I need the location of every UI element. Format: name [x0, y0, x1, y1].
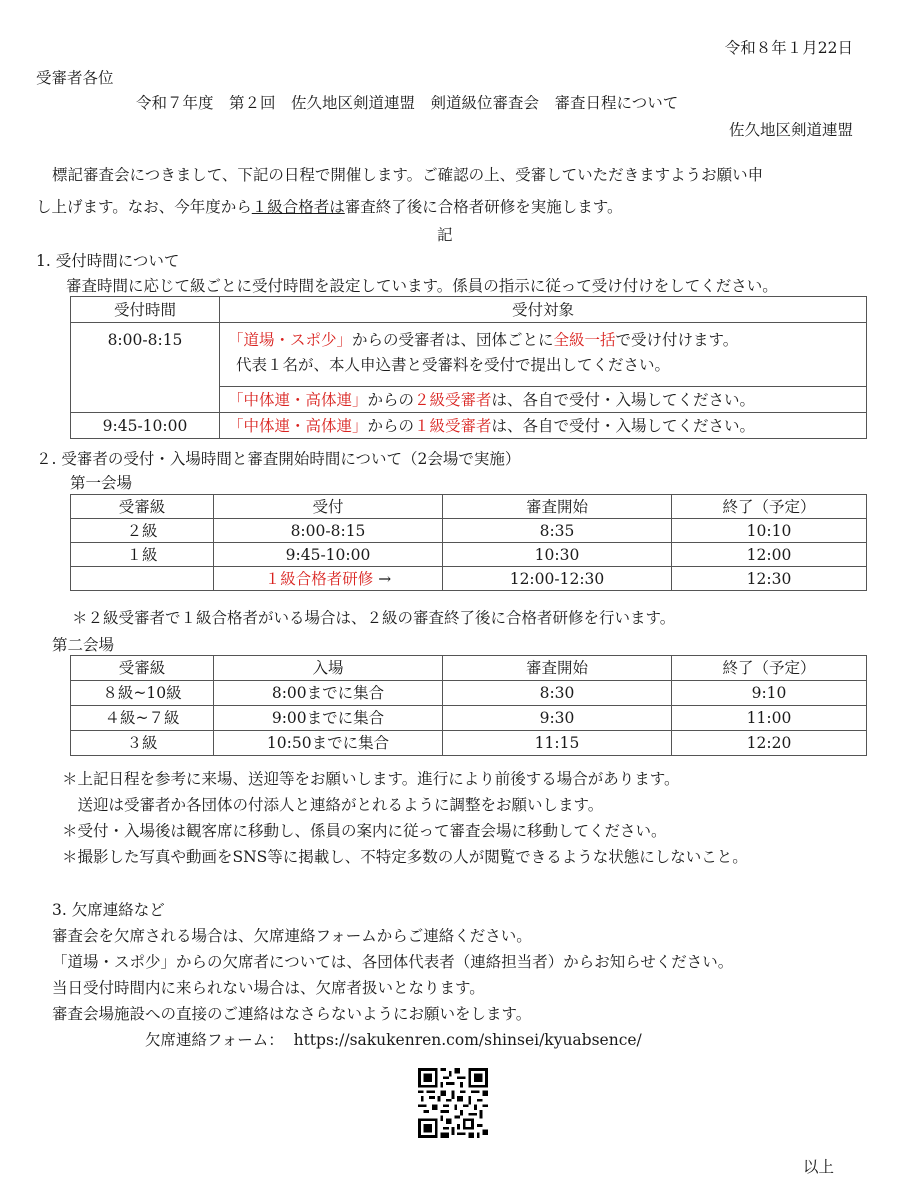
reception-cell	[214, 567, 443, 591]
start-cell: 12:00-12:30	[443, 567, 672, 591]
section1-heading: 1. 受付時間について	[36, 252, 180, 270]
entry-cell: 10:50までに集合	[214, 731, 443, 756]
entry-cell: 8:00までに集合	[214, 681, 443, 706]
body-text: で受け付けます。	[615, 331, 739, 349]
highlight-text: ２級受審者	[414, 390, 492, 409]
body-text: からの	[367, 390, 415, 409]
absence-line: 審査会を欠席される場合は、欠席連絡フォームからご連絡ください。	[52, 927, 532, 945]
end-cell: 12:30	[672, 567, 867, 591]
highlight-text: 「道場・スポ少」	[228, 331, 353, 349]
venue1-table	[70, 494, 867, 591]
start-cell: 8:30	[443, 681, 672, 706]
reception-time: 8:00-8:15	[71, 323, 220, 413]
venue2-table	[70, 655, 867, 756]
column-header: 受審級	[71, 495, 214, 519]
absence-form-label: 欠席連絡フォーム：	[145, 1031, 284, 1049]
closing-mark: 以上	[803, 1158, 835, 1176]
reception-target	[220, 387, 867, 413]
start-cell: 9:30	[443, 706, 672, 731]
section3-heading: 3. 欠席連絡など	[52, 901, 165, 919]
column-header: 受付対象	[220, 297, 867, 323]
absence-line: 当日受付時間内に来られない場合は、欠席者扱いとなります。	[52, 979, 485, 997]
intro-line-2	[36, 195, 623, 217]
addressee: 受審者各位	[36, 69, 114, 87]
intro-line-2-post: 審査終了後に合格者研修を実施します。	[344, 198, 623, 216]
table-row	[71, 413, 867, 439]
start-cell: 8:35	[443, 519, 672, 543]
end-cell: 11:00	[672, 706, 867, 731]
end-cell: 12:00	[672, 543, 867, 567]
reception-target	[220, 413, 867, 439]
table-row	[71, 567, 867, 591]
highlight-text: 「中体連・高体連」	[228, 416, 368, 435]
column-header: 審査開始	[443, 656, 672, 681]
reception-cell: 8:00-8:15	[214, 519, 443, 543]
absence-form-link[interactable]: https://sakukenren.com/shinsei/kyuabsence/	[293, 1031, 642, 1049]
column-header: 終了（予定）	[672, 656, 867, 681]
grade-cell: ８級~10級	[71, 681, 214, 706]
body-text: は、各自で受付・入場してください。	[491, 390, 756, 409]
intro-underlined-text: １級合格者は	[251, 198, 345, 216]
schedule-note: 送迎は受審者か各団体の付添人と連絡がとれるように調整をお願いします。	[62, 796, 604, 814]
end-cell: 9:10	[672, 681, 867, 706]
table-row	[71, 323, 867, 387]
intro-line-1: 標記審査会につきまして、下記の日程で開催します。ご確認の上、受審していただきますようお願い申	[52, 166, 764, 184]
reception-cell: 9:45-10:00	[214, 543, 443, 567]
end-cell: 10:10	[672, 519, 867, 543]
grade-cell: ２級	[71, 519, 214, 543]
grade-cell	[71, 567, 214, 591]
ki-marker: 記	[437, 226, 453, 244]
absence-form	[145, 1028, 642, 1050]
sender: 佐久地区剣道連盟	[728, 121, 853, 139]
arrow-right-icon: →	[378, 569, 392, 588]
reception-note: 代表１名が、本人申込書と受審料を受付で提出してください。	[236, 356, 671, 374]
table-header-row	[71, 297, 867, 323]
column-header: 入場	[214, 656, 443, 681]
table-header-row	[71, 656, 867, 681]
column-header: 受付時間	[71, 297, 220, 323]
highlight-text: 全級一括	[553, 331, 616, 349]
absence-line: 「道場・スポ少」からの欠席者については、各団体代表者（連絡担当者）からお知らせください。	[52, 953, 734, 971]
qr-code-icon[interactable]	[418, 1068, 488, 1138]
body-text: からの受審者は、団体ごとに	[352, 331, 554, 349]
absence-line: 審査会場施設への直接のご連絡はなさらないようにお願いをします。	[52, 1005, 532, 1023]
grade-cell: ３級	[71, 731, 214, 756]
section2-heading: ２. 受審者の受付・入場時間と審査開始時間について（2会場で実施）	[36, 450, 521, 468]
grade-cell: １級	[71, 543, 214, 567]
table-row	[71, 681, 867, 706]
column-header: 受審級	[71, 656, 214, 681]
schedule-note: ＊上記日程を参考に来場、送迎等をお願いします。進行により前後する場合があります。	[62, 770, 680, 788]
venue1-label: 第一会場	[70, 474, 133, 492]
table-row	[71, 519, 867, 543]
highlight-text: １級受審者	[414, 416, 492, 435]
column-header: 受付	[214, 495, 443, 519]
reception-target-line	[228, 329, 866, 351]
schedule-note: ＊撮影した写真や動画をSNS等に掲載し、不特定多数の人が閲覧できるような状態にしないこと。	[62, 848, 748, 866]
venue1-note: ＊２級受審者で１級合格者がいる場合は、２級の審査終了後に合格者研修を行います。	[72, 609, 676, 627]
reception-time: 9:45-10:00	[71, 413, 220, 439]
table-row	[71, 706, 867, 731]
highlight-text: 「中体連・高体連」	[228, 390, 368, 409]
reception-table	[70, 296, 867, 439]
document-date: 令和８年１月22日	[724, 39, 853, 57]
end-cell: 12:20	[672, 731, 867, 756]
start-cell: 11:15	[443, 731, 672, 756]
section1-description: 審査時間に応じて級ごとに受付時間を設定しています。係員の指示に従って受け付けをしてください。	[66, 277, 778, 295]
body-text: からの	[367, 416, 415, 435]
venue2-label: 第二会場	[52, 636, 115, 654]
entry-cell: 9:00までに集合	[214, 706, 443, 731]
table-header-row	[71, 495, 867, 519]
table-row	[71, 543, 867, 567]
body-text: は、各自で受付・入場してください。	[491, 416, 756, 435]
start-cell: 10:30	[443, 543, 672, 567]
table-row	[71, 731, 867, 756]
intro-line-2-pre: し上げます。なお、今年度から	[36, 198, 252, 216]
column-header: 終了（予定）	[672, 495, 867, 519]
schedule-note: ＊受付・入場後は観客席に移動し、係員の案内に従って審査会場に移動してください。	[62, 822, 667, 840]
document-title: 令和７年度 第２回 佐久地区剣道連盟 剣道級位審査会 審査日程について	[136, 94, 679, 112]
grade-cell: ４級~７級	[71, 706, 214, 731]
reception-target	[220, 323, 867, 387]
training-label: １級合格者研修	[264, 569, 374, 588]
column-header: 審査開始	[443, 495, 672, 519]
